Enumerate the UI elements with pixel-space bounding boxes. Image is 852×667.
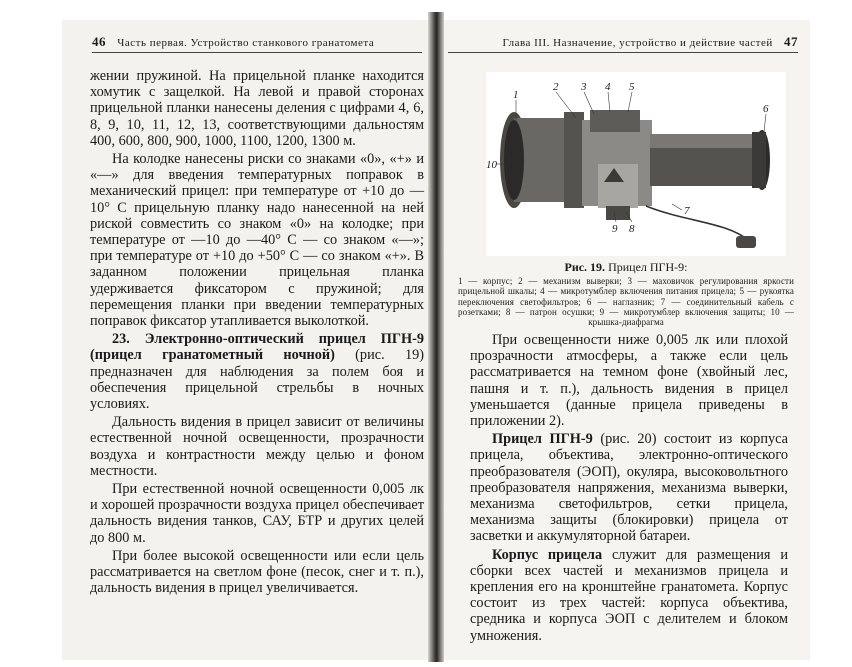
right-page [438,20,810,660]
callout-9: 9 [612,223,618,235]
figure-pgn9-sight [486,72,786,256]
body-paragraph [470,547,788,644]
right-page-number: 47 [784,34,798,49]
figure-legend: 1 — корпус; 2 — механизм выверки; 3 — маховичок регулирования яркости прицельной шкалы; 4 — микротумблер включения питания прицела; 5 — рукоятка переключения светофильтров; 6 — наглазник; 7 — соединительный кабель с розетками; 8 — патрон осушки; 9 — микротумблер включения защиты; 10 — крышка-диафрагма [458,276,794,328]
caption-label: Рис. 19. [564,260,606,274]
pgn9-text: (рис. 20) состоит из корпуса прицела, объектива, электронно-оптического преобразователя (ЭОП), окуляра, высоковольтного преобразователя напряжения, механизма выверки, механизма светофильтров, сетки прицела, механизма защиты (блокировки) прицела от засветки и аккумуляторной батареи. [470,431,788,545]
caption-title: Прицел ПГН-9: [608,260,688,274]
pgn9-sight-illustration [486,72,786,256]
left-running-head [92,34,422,53]
paragraph: При освещенности ниже 0,005 лк или плохой прозрачности атмосферы, а также если цель рассматривается на темном фоне (хвойный лес, пашня и т. п.), дальность видения в прицел уменьшается (данные прицела приведены в приложении 2). [470,332,788,430]
callout-7: 7 [684,205,690,217]
callout-10: 10 [486,159,497,171]
right-body-text [470,332,788,646]
section-title: Электронно-оптический прицел ПГН-9 (прицел гранатометный ночной) [90,331,424,364]
section-heading-paragraph [90,331,424,412]
callout-1: 1 [513,89,519,101]
right-running-head-title: Глава III. Назначение, устройство и действие частей [502,37,773,49]
pgn9-paragraph [470,431,788,544]
pgn9-lead: Прицел ПГН-9 [492,431,593,448]
callout-6: 6 [763,103,769,115]
callout-5: 5 [629,81,635,93]
left-page [62,20,432,660]
paragraph: На колодке нанесены риски со знаками «0», «+» и «—» для введения температурных поправок в механический прицел: при температуре от +10 до —10° С прицельную планку надо нанесенной на ней риской совместить со знаком «0» на колодке; при температуре от —10 до —40° С — со знаком «—»; при температуре от +10 до +50° С — со знаком «+». В заданном положении прицельная планка удерживается фиксатором с пружиной; для перемещения планки при введении температурных поправок фиксатор утапливается выколоткой. [90,151,424,330]
left-page-number: 46 [92,34,106,49]
section-number: 23. [112,331,130,348]
section-title-tail: (рис. 19) предназначен для наблюдения за полем боя и обеспечения прицельной стрельбы в ночных условиях. [90,347,424,413]
paragraph: Дальность видения в прицел зависит от величины естественной ночной освещенности, прозрачности воздуха и контрастности между целью и фоном местности. [90,414,424,479]
body-lead: Корпус прицела [492,546,603,563]
paragraph: При более высокой освещенности или если цель рассматривается на светлом фоне (песок, снег и т. п.), дальность видения в прицел увеличивается. [90,547,424,597]
figure-caption [458,260,794,275]
callout-8: 8 [629,223,635,235]
paragraph: жении пружиной. На прицельной планке находится хомутик с защелкой. На левой и правой сторонах прицельной планки нанесены деления с цифрами 4, 6, 8, 9, 10, 11, 12, 13, соответствующими дальностям 400, 600, 800, 900, 1000, 1100, 1200, 1300 м. [90,68,424,149]
paragraph: При естественной ночной освещенности 0,005 лк и хорошей прозрачности воздуха прицел обеспечивает дальность видения танков, САУ, БТР и других целей до 800 м. [90,481,424,546]
book-gutter [428,12,444,662]
left-running-head-title: Часть первая. Устройство станкового гранатомета [117,37,375,49]
left-body-text [90,68,424,599]
body-text: служит для размещения и сборки всех частей и механизмов прицела и крепления его на кронштейне гранатомета. Корпус состоит из трех частей: корпуса объектива, средника и корпуса ЭОП с делителем и блоком умножения. [470,546,788,644]
callout-2: 2 [553,81,559,93]
right-running-head [448,34,798,53]
callout-3: 3 [581,81,587,93]
callout-4: 4 [605,81,611,93]
